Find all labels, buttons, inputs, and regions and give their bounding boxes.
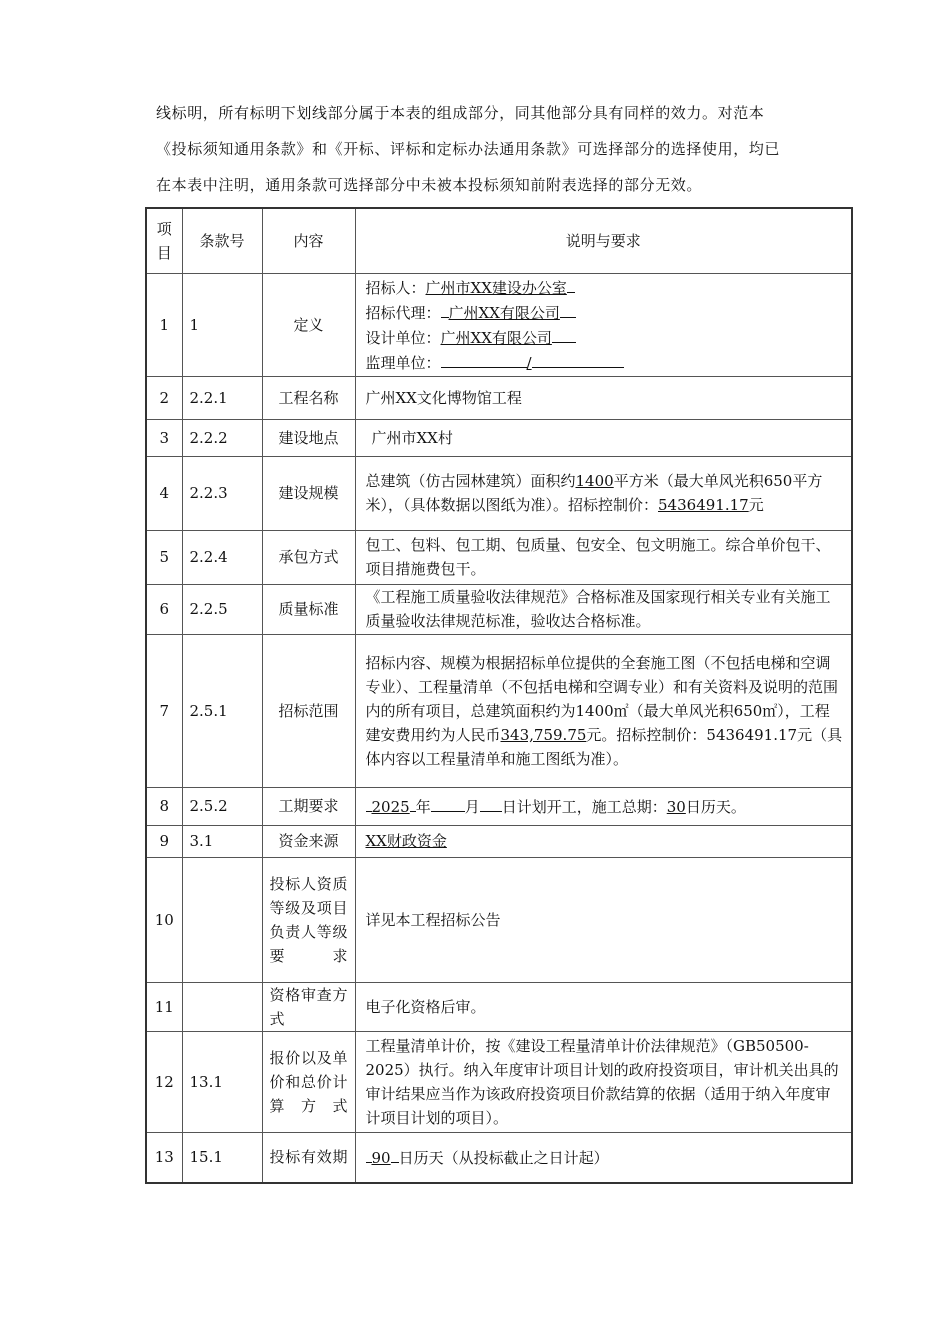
row-content: 定义 [262,273,355,376]
row-clause: 2.2.2 [182,419,262,456]
row-content: 招标范围 [262,634,355,787]
cost-amount: 343,759.75 [500,725,587,744]
row-desc [355,456,852,530]
scope-text: 招标内容、规模为根据招标单位提供的全套施工图（不包括电梯和空调专业）、工程量清单（不包括电梯和空调专业）和有关资料及说明的范围内的所有项目，总建筑面积约为1400㎡（最大单风光积650㎡），工程建安费用约为人民币 [365,653,839,744]
row-clause: 13.1 [182,1031,262,1132]
scope-text-2: 元。招标控制价：5436491.17元（具体内容以工程量清单和施工图纸为准）。 [365,725,843,768]
intro-line: 《投标须知通用条款》和《开标、评标和定标办法通用条款》可选择部分的选择使用，均已 [156,140,781,158]
schedule-text: 日计划开工，施工总期： [501,797,667,816]
row-clause: 2.2.1 [182,376,262,419]
table-row [146,530,852,584]
row-clause: 1 [182,273,262,376]
row-item: 10 [146,857,182,982]
row-desc: 电子化资格后审。 [355,982,852,1031]
tenderer-label: 招标人： [365,278,426,297]
bid-preface-table [145,207,853,1184]
row-item: 1 [146,273,182,376]
row-clause [182,982,262,1031]
row-desc [355,1132,852,1183]
row-desc [355,825,852,857]
area-value: 1400 [575,472,614,490]
row-content: 资金来源 [262,825,355,857]
header-item: 项目 [146,208,182,273]
designer-line [366,325,844,350]
table-row [146,456,852,530]
row-item: 7 [146,634,182,787]
row-item: 11 [146,982,182,1031]
tenderer-value: 广州市XX建设办公室 [425,278,567,297]
row-item: 13 [146,1132,182,1183]
table-row [146,787,852,825]
row-desc [355,273,852,376]
header-clause: 条款号 [182,208,262,273]
scale-text: 总建筑（仿古园林建筑）面积约 [365,472,576,490]
start-year: 2025 [371,797,410,816]
row-content: 工程名称 [262,376,355,419]
funding-source: XX财政资金 [365,832,447,850]
row-content: 建设规模 [262,456,355,530]
designer-value: 广州XX有限公司 [440,328,552,347]
row-content: 工期要求 [262,787,355,825]
supervisor-label: 监理单位： [365,353,441,372]
table-row [146,1031,852,1132]
intro-paragraph [156,98,846,206]
row-desc: 详见本工程招标公告 [355,857,852,982]
tenderer-line [366,275,844,300]
row-item: 4 [146,456,182,530]
row-item: 2 [146,376,182,419]
row-desc: 广州市XX村 [355,419,852,456]
table-row [146,982,852,1031]
supervisor-value: / [526,353,532,372]
table-header-row [146,208,852,273]
header-content: 内容 [262,208,355,273]
row-clause: 2.5.1 [182,634,262,787]
row-content: 质量标准 [262,584,355,634]
row-content: 投标有效期 [262,1132,355,1183]
row-item: 5 [146,530,182,584]
row-item: 3 [146,419,182,456]
row-clause: 2.2.4 [182,530,262,584]
month-unit: 月 [464,797,480,816]
row-desc: 《工程施工质量验收法律规范》合格标准及国家现行相关专业有关施工质量验收法律规范标准，验收达合格标准。 [355,584,852,634]
row-desc: 包工、包料、包工期、包质量、包安全、包文明施工。综合单价包干、项目措施费包干。 [355,530,852,584]
agent-line [366,300,844,325]
supervisor-line [366,350,844,375]
table-row [146,376,852,419]
table-row [146,1132,852,1183]
row-clause: 3.1 [182,825,262,857]
duration-days: 30 [666,797,686,816]
scale-text-2: 平方米（最大单风光积650平方米），（具体数据以图纸为准）。招标控制价： [365,472,823,514]
row-clause: 2.2.3 [182,456,262,530]
agent-value: 广州XX有限公司 [448,303,560,322]
validity-days: 90 [371,1148,391,1167]
validity-text: 日历天（从投标截止之日计起） [398,1148,609,1167]
table-row [146,419,852,456]
row-clause: 2.2.5 [182,584,262,634]
row-desc [355,787,852,825]
row-item: 9 [146,825,182,857]
agent-label: 招标代理： [365,303,441,322]
table-row [146,857,852,982]
row-item: 6 [146,584,182,634]
table-row [146,273,852,376]
intro-line: 线标明，所有标明下划线部分属于本表的组成部分，同其他部分具有同样的效力。对范本 [156,104,765,122]
designer-label: 设计单位： [365,328,441,347]
table-row [146,584,852,634]
row-desc [355,634,852,787]
row-item: 12 [146,1031,182,1132]
row-clause: 2.5.2 [182,787,262,825]
table-row [146,634,852,787]
table-row [146,825,852,857]
row-clause: 15.1 [182,1132,262,1183]
scale-unit: 元 [748,496,764,514]
year-unit: 年 [415,797,431,816]
control-price-value: 5436491.17 [658,496,749,514]
row-desc: 工程量清单计价，按《建设工程量清单计价法律规范》（GB50500-2025）执行。纳入年度审计项目计划的政府投资项目，审计机关出具的审计结果应当作为该政府投资项目价款结算的依据（适用于纳入年度审计项目计划的项目）。 [355,1031,852,1132]
row-clause [182,857,262,982]
row-content: 投标人资质等级及项目负责人等级要求 [262,857,355,982]
row-desc: 广州XX文化博物馆工程 [355,376,852,419]
row-content: 资格审查方式 [262,982,355,1031]
row-content: 建设地点 [262,419,355,456]
intro-line: 在本表中注明，通用条款可选择部分中未被本投标须知前附表选择的部分无效。 [156,176,703,194]
row-content: 承包方式 [262,530,355,584]
row-content: 报价以及单价和总价计算方式 [262,1031,355,1132]
header-desc: 说明与要求 [355,208,852,273]
row-item: 8 [146,787,182,825]
duration-unit: 日历天。 [685,797,746,816]
